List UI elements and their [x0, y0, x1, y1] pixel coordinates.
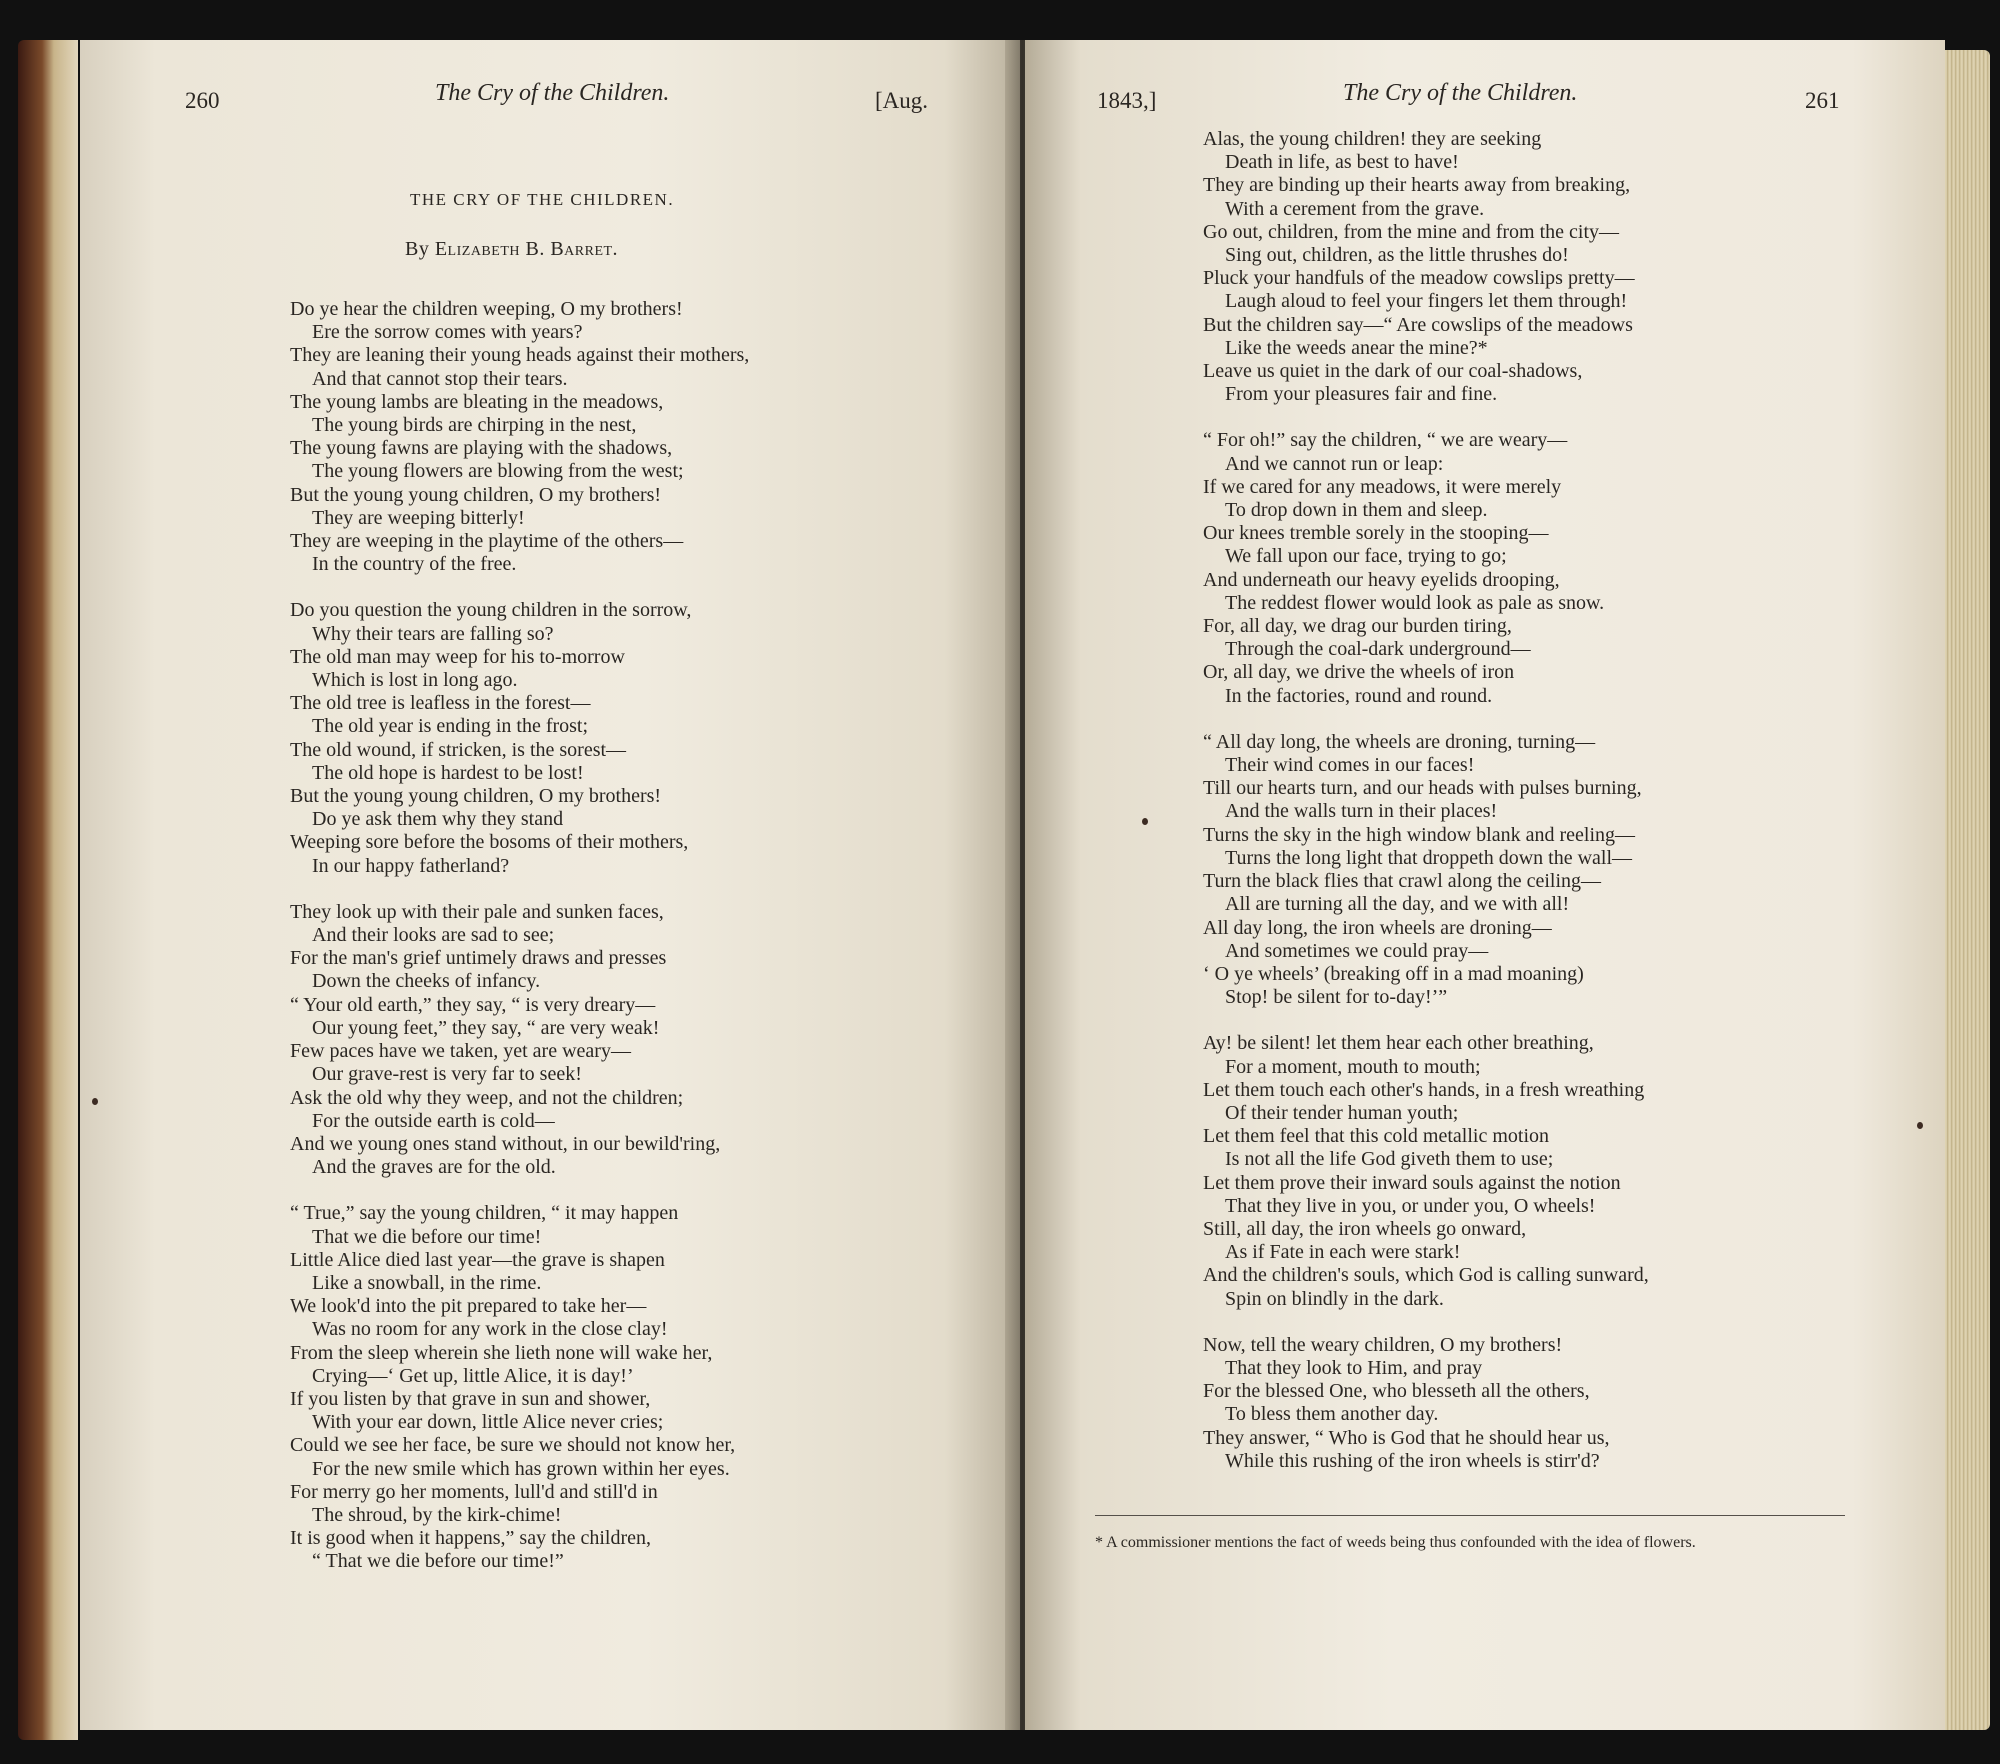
poem-line: From your pleasures fair and fine. — [1225, 383, 1498, 406]
left-running-head — [80, 80, 1020, 128]
poem-line: Laugh aloud to feel your fingers let them through! — [1225, 290, 1628, 313]
poem-line: That they look to Him, and pray — [1225, 1356, 1483, 1379]
poem-line: The young birds are chirping in the nest, — [312, 414, 637, 437]
poem-line: If you listen by that grave in sun and shower, — [290, 1387, 651, 1410]
poem-line: While this rushing of the iron wheels is stirr'd? — [1225, 1449, 1600, 1472]
ink-spot — [92, 1098, 98, 1105]
poem-line: The old hope is hardest to be lost! — [312, 761, 584, 784]
poem-line: And underneath our heavy eyelids drooping, — [1203, 568, 1560, 591]
poem-line: Like the weeds anear the mine?* — [1225, 336, 1488, 359]
ink-spot — [1917, 1122, 1923, 1129]
left-running-title: The Cry of the Children. — [435, 80, 670, 106]
poem-line: Pluck your handfuls of the meadow cowslips pretty— — [1203, 267, 1635, 290]
poem-line: For, all day, we drag our burden tiring, — [1203, 615, 1512, 638]
poem-line: Could we see her face, be sure we should not know her, — [290, 1434, 736, 1457]
poem-line: Weeping sore before the bosoms of their mothers, — [290, 831, 689, 854]
poem-line: Was no room for any work in the close clay! — [312, 1318, 668, 1341]
poem-line: As if Fate in each were stark! — [1225, 1241, 1461, 1264]
poem-line: Ere the sorrow comes with years? — [312, 321, 583, 344]
poem-line: “ For oh!” say the children, “ we are weary— — [1203, 429, 1568, 452]
poem-line: Stop! be silent for to-day!’” — [1225, 986, 1448, 1009]
poem-line: And the children's souls, which God is calling sunward, — [1203, 1264, 1649, 1287]
poem-line: Down the cheeks of infancy. — [312, 970, 541, 993]
left-page-number: 260 — [185, 88, 220, 113]
poem-line: Do ye ask them why they stand — [312, 808, 564, 831]
poem-line: Till our hearts turn, and our heads with pulses burning, — [1203, 777, 1642, 800]
poem-line: The old year is ending in the frost; — [312, 715, 589, 738]
poem-line: “ Your old earth,” they say, “ is very dreary— — [290, 993, 656, 1016]
poem-line: For the new smile which has grown within her eyes. — [312, 1457, 730, 1480]
stanza — [1203, 429, 1649, 707]
poem-line: But the young young children, O my brothers! — [290, 785, 662, 808]
poem-title: THE CRY OF THE CHILDREN. — [410, 190, 675, 209]
poem-line: Let them prove their inward souls against the notion — [1203, 1171, 1621, 1194]
poem-line: Do ye hear the children weeping, O my brothers! — [290, 298, 683, 320]
poem-line: And the walls turn in their places! — [1225, 800, 1498, 823]
poem-line: Of their tender human youth; — [1225, 1101, 1459, 1124]
poem-line: They are weeping bitterly! — [312, 506, 525, 529]
poem-line: The shroud, by the kirk-chime! — [312, 1503, 562, 1526]
poem-line: Still, all day, the iron wheels go onward, — [1203, 1217, 1527, 1240]
poem-line: In the country of the free. — [312, 553, 517, 576]
poem-line: And their looks are sad to see; — [312, 924, 555, 947]
poem-line: Or, all day, we drive the wheels of iron — [1203, 661, 1515, 684]
byline-author: Elizabeth B. Barret. — [434, 238, 619, 260]
book-binding-left — [18, 40, 78, 1740]
poem-line: The reddest flower would look as pale as snow. — [1225, 591, 1605, 614]
poem-line: Sing out, children, as the little thrushes do! — [1225, 244, 1569, 267]
poem-line: They answer, “ Who is God that he should hear us, — [1203, 1426, 1610, 1449]
poem-line: We look'd into the pit prepared to take her— — [290, 1295, 647, 1318]
poem-line: Do you question the young children in the sorrow, — [290, 599, 692, 622]
poem-line: They are leaning their young heads against their mothers, — [290, 344, 750, 367]
poem-line: Leave us quiet in the dark of our coal-shadows, — [1203, 360, 1583, 383]
stanza — [290, 901, 749, 1179]
poem-line: “ True,” say the young children, “ it may happen — [290, 1202, 679, 1225]
page-edges-right — [1940, 50, 1990, 1730]
poem-line: The old man may weep for his to-morrow — [290, 645, 625, 668]
poem-line: Go out, children, from the mine and from the city— — [1203, 220, 1620, 243]
poem-line: With your ear down, little Alice never cries; — [312, 1411, 664, 1434]
poem-line: Few paces have we taken, yet are weary— — [290, 1040, 631, 1063]
poem-line: With a cerement from the grave. — [1225, 197, 1485, 220]
stanza — [290, 298, 749, 576]
poem-line: Like a snowball, in the rime. — [312, 1271, 542, 1294]
poem-line: To bless them another day. — [1225, 1403, 1439, 1426]
poem-line: Which is lost in long ago. — [312, 669, 518, 692]
poem-line: The young lambs are bleating in the meadows, — [290, 390, 664, 413]
poem-line: In our happy fatherland? — [312, 854, 510, 877]
right-running-title: The Cry of the Children. — [1343, 80, 1578, 106]
poem-line: Crying—‘ Get up, little Alice, it is day!’ — [312, 1364, 634, 1387]
poem-line: For the blessed One, who blesseth all the others, — [1203, 1380, 1590, 1403]
byline-prefix: By — [405, 238, 435, 260]
poem-line: “ That we die before our time!” — [312, 1550, 564, 1573]
poem-line: Our young feet,” they say, “ are very weak! — [312, 1016, 660, 1039]
poem-line: If we cared for any meadows, it were merely — [1203, 475, 1562, 498]
poem-line: The young fawns are playing with the shadows, — [290, 437, 673, 460]
left-poem-body — [290, 298, 749, 1597]
poem-line: Now, tell the weary children, O my brothers! — [1203, 1333, 1563, 1356]
poem-line: For a moment, mouth to mouth; — [1225, 1055, 1481, 1078]
poem-line: Turns the sky in the high window blank and reeling— — [1203, 823, 1636, 846]
right-poem-body — [1203, 128, 1649, 1496]
poem-line: Turns the long light that droppeth down the wall— — [1225, 846, 1633, 869]
poem-line: Let them feel that this cold metallic motion — [1203, 1125, 1550, 1148]
poem-line: Little Alice died last year—the grave is shapen — [290, 1248, 665, 1271]
poem-line: It is good when it happens,” say the children, — [290, 1527, 652, 1550]
poem-line: And that cannot stop their tears. — [312, 367, 568, 390]
stanza — [290, 1202, 749, 1573]
footnote-rule — [1095, 1515, 1845, 1516]
poem-line: To drop down in them and sleep. — [1225, 499, 1488, 522]
poem-line: In the factories, round and round. — [1225, 684, 1493, 707]
poem-line: Our grave-rest is very far to seek! — [312, 1063, 582, 1086]
poem-line: We fall upon our face, trying to go; — [1225, 545, 1507, 568]
poem-line: They are weeping in the playtime of the others— — [290, 530, 684, 553]
poem-line: They are binding up their hearts away from breaking, — [1203, 174, 1631, 197]
poem-line: That we die before our time! — [312, 1225, 542, 1248]
stanza — [1203, 731, 1649, 1009]
poem-line: From the sleep wherein she lieth none will wake her, — [290, 1341, 713, 1364]
poem-line: Our knees tremble sorely in the stooping— — [1203, 522, 1549, 545]
poem-line: Ay! be silent! let them hear each other breathing, — [1203, 1032, 1594, 1055]
poem-line: Is not all the life God giveth them to use; — [1225, 1148, 1554, 1171]
poem-line: All day long, the iron wheels are droning— — [1203, 916, 1552, 939]
poem-line: Turn the black flies that crawl along the ceiling— — [1203, 870, 1602, 893]
poem-line: Let them touch each other's hands, in a fresh wreathing — [1203, 1078, 1645, 1101]
right-running-date: 1843,] — [1097, 88, 1157, 113]
poem-line: And the graves are for the old. — [312, 1156, 556, 1179]
poem-line: Their wind comes in our faces! — [1225, 754, 1475, 777]
left-running-date: [Aug. — [875, 88, 929, 113]
poem-line: But the young young children, O my brothers! — [290, 483, 662, 506]
poem-line: But the children say—“ Are cowslips of the meadows — [1203, 313, 1633, 336]
poem-line: Why their tears are falling so? — [312, 622, 554, 645]
poem-line: The young flowers are blowing from the west; — [312, 460, 684, 483]
stanza — [1203, 1032, 1649, 1310]
poem-line: That they live in you, or under you, O wheels! — [1225, 1194, 1596, 1217]
poem-line: Death in life, as best to have! — [1225, 151, 1459, 174]
poem-line: The old tree is leafless in the forest— — [290, 692, 591, 715]
poem-line: Alas, the young children! they are seeking — [1203, 128, 1542, 150]
footnote: * A commissioner mentions the fact of weeds being thus confounded with the idea of flowers. — [1095, 1534, 1696, 1551]
poem-byline — [405, 238, 618, 261]
right-running-head — [1025, 80, 1945, 128]
poem-line: For the outside earth is cold— — [312, 1109, 555, 1132]
poem-line: Through the coal-dark underground— — [1225, 638, 1531, 661]
right-page — [1025, 40, 1945, 1730]
poem-line: For merry go her moments, lull'd and still'd in — [290, 1480, 658, 1503]
poem-line: And sometimes we could pray— — [1225, 939, 1489, 962]
stanza — [1203, 1334, 1649, 1473]
left-page — [80, 40, 1020, 1730]
poem-line: “ All day long, the wheels are droning, turning— — [1203, 730, 1596, 753]
poem-line: And we young ones stand without, in our bewild'ring, — [290, 1132, 721, 1155]
stanza — [1203, 128, 1649, 406]
poem-line: The old wound, if stricken, is the sorest— — [290, 738, 627, 761]
stanza — [290, 599, 749, 877]
poem-line: They look up with their pale and sunken faces, — [290, 900, 664, 923]
poem-line: For the man's grief untimely draws and presses — [290, 947, 667, 970]
poem-line: All are turning all the day, and we with all! — [1225, 893, 1570, 916]
poem-line: And we cannot run or leap: — [1225, 452, 1444, 475]
right-page-number: 261 — [1805, 88, 1840, 113]
poem-line: Spin on blindly in the dark. — [1225, 1287, 1444, 1310]
poem-line: ‘ O ye wheels’ (breaking off in a mad moaning) — [1203, 962, 1584, 985]
poem-line: Ask the old why they weep, and not the children; — [290, 1086, 684, 1109]
ink-spot — [1142, 818, 1148, 825]
